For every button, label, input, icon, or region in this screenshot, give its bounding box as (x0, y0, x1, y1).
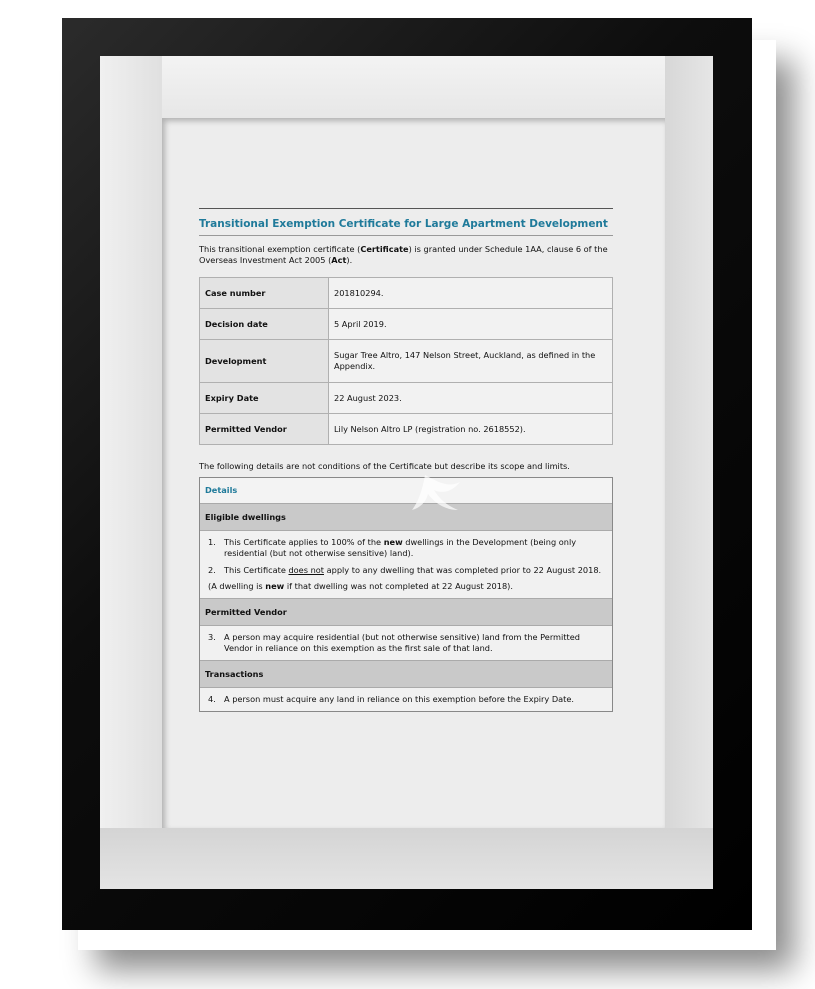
item-text: A person must acquire any land in reliance on this exemption before the Expiry Date. (224, 694, 575, 704)
case-number-value: 201810294. (329, 278, 613, 309)
table-row (200, 309, 613, 340)
case-number-label: Case number (200, 278, 329, 309)
item-text-part: This Certificate applies to 100% of the (224, 537, 384, 547)
item-text-part: This Certificate (224, 565, 289, 575)
item-text (224, 537, 604, 559)
title-rule (199, 208, 613, 209)
mat-bevel-top (100, 56, 713, 118)
eligible-dwellings-heading: Eligible dwellings (200, 504, 612, 531)
new-dwelling-note (208, 581, 604, 592)
list-item (208, 694, 604, 705)
table-row (200, 278, 613, 309)
item-text: A person may acquire residential (but not otherwise sensitive) land from the Permitted Vendor in reliance on this exemption as the first sale of that land. (224, 632, 580, 653)
item-text-part: dwellings in the Development (being only residential (but not otherwise sensitive) land). (224, 537, 577, 558)
watermark-logo (330, 470, 480, 520)
intro-act-term: Act (331, 255, 347, 265)
note-text: (A dwelling is (208, 581, 266, 591)
mat-bevel-bottom (100, 828, 713, 889)
list-item (208, 537, 604, 559)
item-bold-term: new (383, 537, 403, 547)
certificate-document (199, 208, 613, 712)
item-number: 4. (208, 694, 216, 704)
mat-bevel-left (100, 56, 162, 889)
eligible-dwellings-body (200, 531, 612, 599)
intro-certificate-term: Certificate (360, 244, 409, 254)
item-text-part: apply to any dwelling that was completed prior to 22 August 2018. (324, 565, 602, 575)
details-heading: Details (200, 478, 612, 504)
certificate-info-table (199, 277, 613, 445)
intro-text: ) is granted under Schedule 1AA, clause 6 of the Overseas Investment Act 2005 ( (199, 244, 608, 265)
expiry-date-value: 22 August 2023. (329, 383, 613, 414)
transactions-body (200, 688, 612, 711)
list-item (208, 632, 604, 654)
decision-date-label: Decision date (200, 309, 329, 340)
permitted-vendor-body (200, 626, 612, 661)
note-text: if that dwelling was not completed at 22 August 2018). (284, 581, 513, 591)
item-number: 1. (208, 537, 216, 547)
intro-paragraph (199, 244, 613, 266)
development-label: Development (200, 340, 329, 383)
intro-text: This transitional exemption certificate ( (199, 244, 361, 254)
note-bold-term: new (265, 581, 285, 591)
permitted-vendor-label: Permitted Vendor (200, 414, 329, 445)
item-number: 2. (208, 565, 216, 575)
permitted-vendor-heading: Permitted Vendor (200, 599, 612, 626)
item-number: 3. (208, 632, 216, 642)
list-item (208, 565, 604, 576)
watermark-icon (330, 470, 480, 520)
development-value: Sugar Tree Altro, 147 Nelson Street, Auckland, as defined in the Appendix. (329, 340, 613, 383)
decision-date-value: 5 April 2019. (329, 309, 613, 340)
expiry-date-label: Expiry Date (200, 383, 329, 414)
intro-text: ). (346, 255, 353, 265)
table-row (200, 340, 613, 383)
item-underlined-term: does not (288, 565, 324, 575)
table-row (200, 414, 613, 445)
transactions-heading: Transactions (200, 661, 612, 688)
scope-paragraph: The following details are not conditions of the Certificate but describe its scope and limits. (199, 461, 570, 471)
mat-bevel-right (665, 56, 713, 889)
permitted-vendor-value: Lily Nelson Altro LP (registration no. 2618552). (329, 414, 613, 445)
table-row (200, 383, 613, 414)
document-title: Transitional Exemption Certificate for Large Apartment Development (199, 217, 613, 236)
item-text (224, 565, 601, 576)
